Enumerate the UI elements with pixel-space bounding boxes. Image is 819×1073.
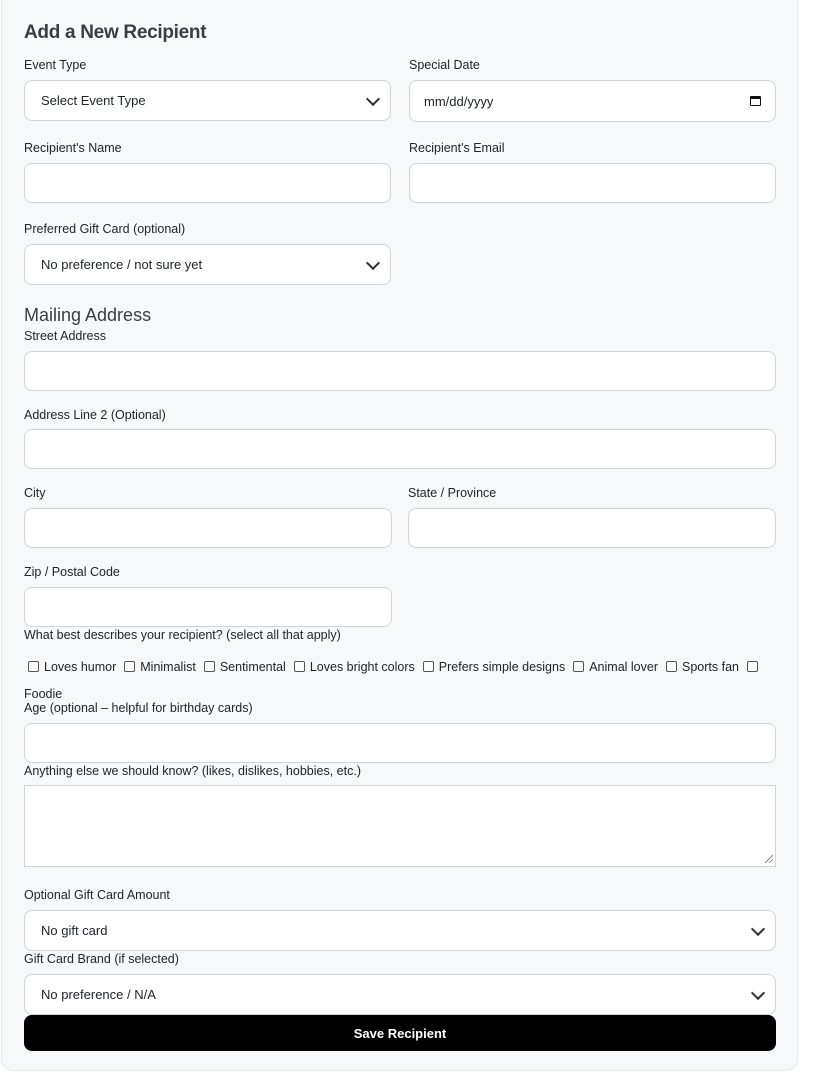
chevron-down-icon — [751, 985, 765, 999]
mailing-address-heading: Mailing Address — [24, 305, 152, 325]
option-label: Loves humor — [44, 660, 117, 674]
checkbox-minimalist[interactable] — [124, 661, 135, 672]
chevron-down-icon — [366, 91, 380, 105]
option-label: Prefers simple designs — [438, 660, 566, 674]
city-input[interactable] — [24, 508, 392, 548]
preferred-gift-card-value: No preference / not sure yet — [41, 257, 203, 272]
option-label: Sports fan — [682, 660, 739, 674]
street-address-input[interactable] — [24, 351, 776, 391]
recipient-name-input[interactable] — [24, 163, 391, 203]
chevron-down-icon — [751, 921, 765, 935]
notes-label: Anything else we should know? (likes, dislikes, hobbies, etc.) — [24, 764, 361, 778]
option-label: Loves bright colors — [309, 660, 415, 674]
event-type-value: Select Event Type — [41, 93, 146, 108]
form-title: Add a New Recipient — [24, 22, 207, 43]
street-address-label: Street Address — [24, 329, 106, 343]
state-input[interactable] — [408, 508, 776, 548]
recipient-email-input[interactable] — [409, 163, 776, 203]
gift-brand-value: No preference / N/A — [41, 987, 156, 1002]
option-label: Minimalist — [140, 660, 196, 674]
calendar-icon[interactable] — [750, 96, 761, 106]
option-label: Animal lover — [589, 660, 658, 674]
checkbox-loves-bright-colors[interactable] — [294, 661, 305, 672]
preferred-gift-card-label: Preferred Gift Card (optional) — [24, 222, 186, 236]
preferred-gift-card-select[interactable] — [24, 244, 391, 285]
checkbox-sports-fan[interactable] — [666, 661, 677, 672]
checkbox-loves-humor[interactable] — [28, 661, 39, 672]
checkbox-prefers-simple-designs[interactable] — [423, 661, 434, 672]
special-date-value: mm/dd/yyyy — [424, 93, 494, 109]
special-date-label: Special Date — [409, 58, 480, 72]
notes-textarea[interactable] — [24, 785, 776, 867]
gift-brand-label: Gift Card Brand (if selected) — [24, 952, 179, 966]
event-type-select[interactable] — [24, 80, 391, 121]
zip-input[interactable] — [24, 587, 392, 627]
describe-label: What best describes your recipient? (select all that apply) — [24, 628, 341, 642]
city-label: City — [24, 486, 46, 500]
chevron-down-icon — [366, 255, 380, 269]
zip-label: Zip / Postal Code — [24, 565, 120, 579]
checkbox-foodie[interactable] — [747, 661, 758, 672]
recipient-email-label: Recipient's Email — [409, 141, 505, 155]
gift-brand-select[interactable] — [24, 974, 776, 1015]
option-label: Foodie — [24, 687, 63, 701]
state-label: State / Province — [408, 486, 497, 500]
address-line2-label: Address Line 2 (Optional) — [24, 408, 166, 422]
save-recipient-button[interactable]: Save Recipient — [24, 1015, 776, 1051]
gift-amount-select[interactable] — [24, 910, 776, 951]
resize-grip-icon[interactable] — [764, 854, 773, 863]
checkbox-sentimental[interactable] — [204, 661, 215, 672]
gift-amount-value: No gift card — [41, 923, 108, 938]
option-label: Sentimental — [219, 660, 286, 674]
special-date-input[interactable] — [409, 80, 776, 122]
describe-options — [24, 654, 784, 708]
gift-amount-label: Optional Gift Card Amount — [24, 888, 170, 902]
event-type-label: Event Type — [24, 58, 87, 72]
checkbox-animal-lover[interactable] — [573, 661, 584, 672]
age-input[interactable] — [24, 723, 776, 763]
age-label: Age (optional – helpful for birthday cards) — [24, 701, 253, 715]
recipient-name-label: Recipient's Name — [24, 141, 122, 155]
address-line2-input[interactable] — [24, 429, 776, 469]
